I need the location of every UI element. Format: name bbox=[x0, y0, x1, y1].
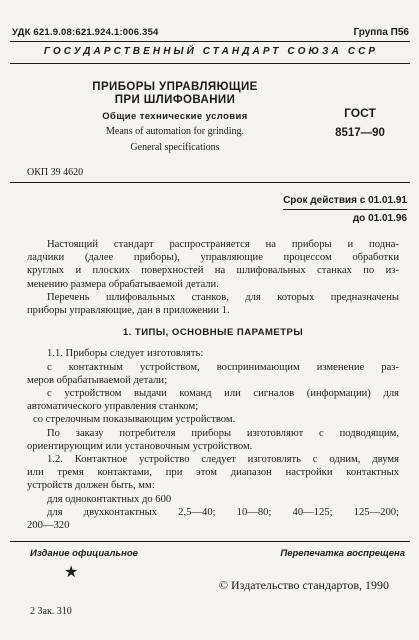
document-title-block bbox=[60, 81, 290, 154]
section-title: 1. ТИПЫ, ОСНОВНЫЕ ПАРАМЕТРЫ bbox=[122, 327, 304, 339]
clause-line: с устройством выдачи команд или сигналов (информации) для bbox=[47, 388, 399, 400]
copyright-line: © Издательство стандартов, 1990 bbox=[218, 578, 389, 592]
star-icon: ★ bbox=[64, 564, 79, 581]
clause-line: меров обрабатываемой детали; bbox=[27, 374, 168, 386]
p1-line: круглых и плоских поверхностей на шлифовальных станках по из- bbox=[27, 265, 399, 277]
title-ru-line1: ПРИБОРЫ УПРАВЛЯЮЩИЕ bbox=[92, 81, 258, 93]
gost-number: 8517—90 bbox=[335, 127, 385, 139]
header-rule-bottom bbox=[10, 63, 410, 64]
p2-line: Перечень шлифовальных станков, для которых предназначены bbox=[47, 291, 399, 303]
official-edition-note: Издание официальное bbox=[30, 548, 138, 559]
gost-designation bbox=[330, 106, 390, 139]
print-order-number: 2 Зак. 310 bbox=[30, 606, 72, 617]
clause-line: для двухконтактных 2,5—40; 10—80; 40—125; 125—200; bbox=[47, 506, 399, 518]
p1-line: ладчики (далее приборы), управляющие процессом обработки bbox=[27, 252, 399, 264]
p1-line: Настоящий стандарт распространяется на приборы и подна- bbox=[47, 239, 399, 250]
gost-label: ГОСТ bbox=[344, 106, 376, 120]
title-ru-line2: ПРИ ШЛИФОВАНИИ bbox=[114, 94, 236, 106]
footer-rule bbox=[10, 541, 410, 542]
clause-line: для одноконтактных до 600 bbox=[47, 493, 172, 505]
okp-code: ОКП 39 4620 bbox=[27, 167, 84, 178]
validity-to: до 01.01.96 bbox=[352, 213, 407, 224]
clause-line: или тремя контактами, при этом диапазон настройки контактных bbox=[27, 467, 399, 479]
group-code: Группа П56 bbox=[353, 27, 409, 38]
clause-line: с контактным устройством, воспринимающим изменение раз- bbox=[47, 361, 399, 373]
title-ru-subtitle: Общие технические условия bbox=[102, 111, 248, 122]
header-rule-top bbox=[10, 41, 410, 42]
clause-line: автоматического управления станком; bbox=[27, 401, 199, 413]
validity-period bbox=[283, 192, 407, 227]
title-en-line2: General specifications bbox=[130, 142, 220, 153]
p2-line: приборы управляющие, дан в приложении 1. bbox=[27, 305, 230, 317]
divider-rule bbox=[10, 182, 410, 183]
title-en-line1: Means of automation for grinding. bbox=[105, 126, 245, 137]
p1-line: менению размера обрабатываемой детали. bbox=[27, 278, 219, 290]
clause-line: устройств должен быть, мм: bbox=[27, 480, 155, 492]
clause-line: 1.1. Приборы следует изготовлять: bbox=[47, 348, 204, 360]
clause-line: со стрелочным показывающим устройством. bbox=[33, 414, 236, 426]
reprint-prohibited-note: Перепечатка воспрещена bbox=[280, 548, 405, 559]
clause-line: 200—320 bbox=[27, 520, 70, 532]
clause-line: ориентирующим или установочным устройством. bbox=[27, 440, 253, 452]
state-standard-banner: ГОСУДАРСТВЕННЫЙ СТАНДАРТ СОЮЗА ССР bbox=[43, 46, 379, 57]
clause-line: 1.2. Контактное устройство следует изготовлять с одним, двумя bbox=[47, 454, 399, 466]
document-body bbox=[27, 238, 399, 532]
validity-from: Срок действия с 01.01.91 bbox=[283, 192, 407, 210]
clause-line: По заказу потребителя приборы изготовляют с подводящим, bbox=[47, 427, 399, 439]
udc-code: УДК 621.9.08:621.924.1:006.354 bbox=[12, 27, 159, 38]
